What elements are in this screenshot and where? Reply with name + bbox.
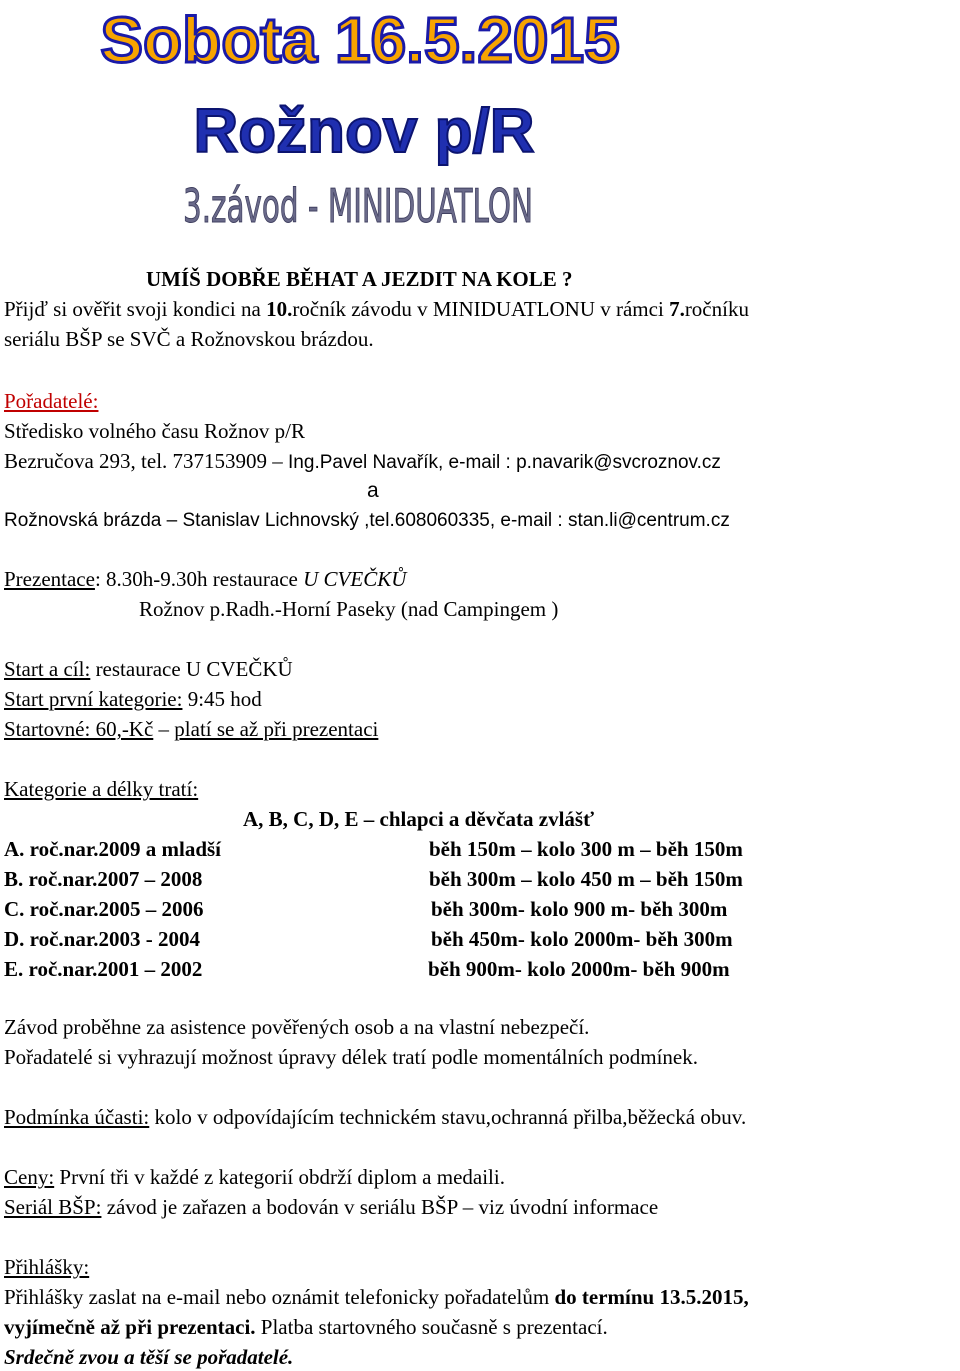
notes-changes: Pořadatelé si vyhrazují možnost úpravy délek tratí podle momentálních podmínek. <box>4 1045 698 1069</box>
prizes-label: Ceny: <box>4 1165 55 1189</box>
banner-date-title: Sobota 16.5.2015 <box>100 4 620 76</box>
banner-graphic <box>0 0 960 240</box>
contact-email[interactable]: Ing.Pavel Navařík, e-mail : p.navarik@svcroznov.cz <box>288 452 721 473</box>
entries-text: Přihlášky zaslat na e-mail nebo oznámit telefonicky pořadatelům <box>4 1285 555 1309</box>
series-label: Seriál BŠP: <box>4 1195 102 1219</box>
intro-series-edition: 7. <box>669 297 685 321</box>
contact-address: Bezručova 293, tel. 737153909 – <box>4 449 289 473</box>
category-row-d: D. roč.nar.2003 - 2004 <box>4 927 200 951</box>
banner-place-title: Rožnov p/R <box>193 97 535 166</box>
registration-heading: Prezentace <box>4 567 95 591</box>
condition-label: Podmínka účasti: <box>4 1105 150 1129</box>
prizes-line <box>4 1164 505 1190</box>
track-row-e: běh 900m- kolo 2000m- běh 900m <box>428 957 730 981</box>
start-finish-label: Start a cíl: <box>4 657 91 681</box>
organizers-and: a <box>367 479 379 502</box>
intro-edition: 10. <box>266 297 293 321</box>
organizers-heading: Pořadatelé: <box>4 389 99 413</box>
prizes-value: První tři v každé z kategorií obdrží diplom a medaili. <box>54 1165 505 1189</box>
organizer-brazda-contact[interactable]: Rožnovská brázda – Stanislav Lichnovský ,tel.608060335, e-mail : stan.li@centrum.cz <box>4 510 730 531</box>
fee-note: platí se až při prezentaci <box>174 717 379 741</box>
registration-line <box>4 566 406 592</box>
series-value: závod je zařazen a bodován v seriálu BŠP – viz úvodní informace <box>101 1195 659 1219</box>
fee-line <box>4 716 378 742</box>
category-row-c: C. roč.nar.2005 – 2006 <box>4 897 204 921</box>
condition-line <box>4 1104 746 1130</box>
entries-payment: Platba startovného současně s prezentací. <box>255 1315 608 1339</box>
registration-time: 8.30h-9.30h restaurace <box>106 567 304 591</box>
track-row-a: běh 150m – kolo 300 m – běh 150m <box>429 837 743 861</box>
intro-question: UMÍŠ DOBŘE BĚHAT A JEZDIT NA KOLE ? <box>146 267 573 291</box>
event-banner <box>0 0 960 240</box>
category-row-e: E. roč.nar.2001 – 2002 <box>4 957 203 981</box>
intro-line-1 <box>4 296 749 322</box>
entries-exception: vyjímečně až při prezentaci. <box>4 1315 256 1339</box>
notes-assistance: Závod proběhne za asistence pověřených osob a na vlastní nebezpečí. <box>4 1015 590 1039</box>
first-start-value: 9:45 hod <box>182 687 262 711</box>
intro-text: ročník závodu v MINIDUATLONU v rámci <box>292 297 670 321</box>
start-finish-line <box>4 656 293 682</box>
organizer-svc-contact <box>4 448 721 476</box>
registration-colon: : <box>94 567 107 591</box>
category-row-b: B. roč.nar.2007 – 2008 <box>4 867 203 891</box>
series-line <box>4 1194 658 1220</box>
first-start-line <box>4 686 262 712</box>
track-row-b: běh 300m – kolo 450 m – běh 150m <box>429 867 743 891</box>
organizer-svc: Středisko volného času Rožnov p/R <box>4 419 305 443</box>
intro-text: ročníku <box>684 297 749 321</box>
first-start-label: Start první kategorie: <box>4 687 183 711</box>
entries-heading: Přihlášky: <box>4 1255 90 1279</box>
closing-line: Srdečně zvou a těší se pořadatelé. <box>4 1345 294 1369</box>
condition-value: kolo v odpovídajícím technickém stavu,ochranná přilba,běžecká obuv. <box>149 1105 747 1129</box>
banner-race-title: 3.závod - MINIDUATLON <box>183 179 533 233</box>
start-finish-value: restaurace U CVEČKŮ <box>90 657 293 681</box>
intro-line-2: seriálu BŠP se SVČ a Rožnovskou brázdou. <box>4 327 374 351</box>
fee-dash: – <box>153 717 175 741</box>
entries-line-2 <box>4 1314 608 1340</box>
category-row-a: A. roč.nar.2009 a mladší <box>4 837 222 861</box>
categories-subheading: A, B, C, D, E – chlapci a děvčata zvlášť <box>243 807 595 831</box>
entries-line-1 <box>4 1284 749 1310</box>
intro-text: Přijď si ověřit svoji kondici na <box>4 297 267 321</box>
fee-label: Startovné: 60,-Kč <box>4 717 154 741</box>
track-row-c: běh 300m- kolo 900 m- běh 300m <box>431 897 728 921</box>
registration-venue: U CVEČKŮ <box>303 567 407 591</box>
categories-heading: Kategorie a délky tratí: <box>4 777 199 801</box>
registration-address: Rožnov p.Radh.-Horní Paseky (nad Campingem ) <box>139 597 559 621</box>
entries-deadline: do termínu 13.5.2015, <box>554 1285 749 1309</box>
track-row-d: běh 450m- kolo 2000m- běh 300m <box>431 927 733 951</box>
